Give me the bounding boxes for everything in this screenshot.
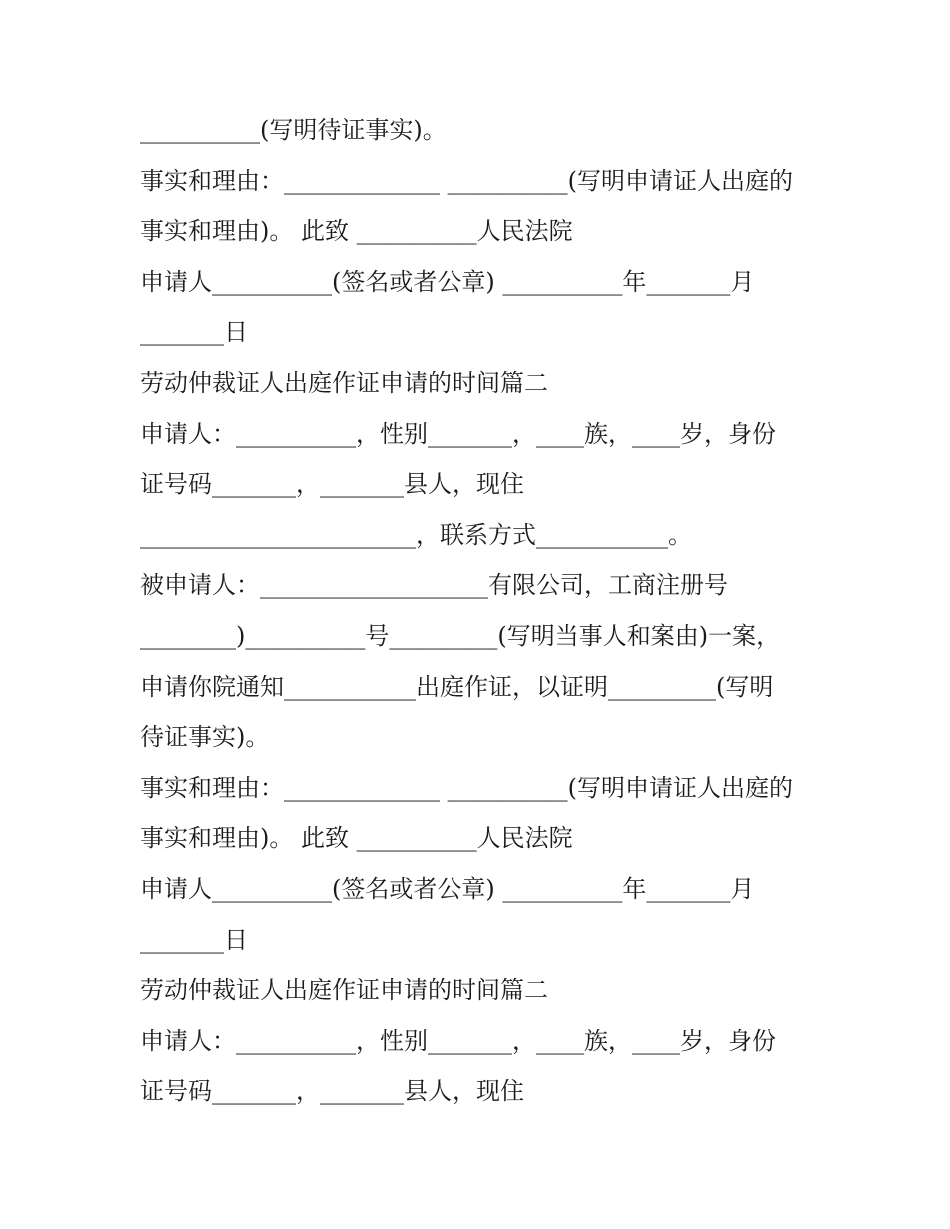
text-line: 申请人__________(签名或者公章) __________年_______月 [140,267,755,296]
text-line: 事实和理由：_____________ __________(写明申请证人出庭的 [140,773,793,802]
text-line: 申请你院通知___________出庭作证，以证明_________(写明 [140,672,774,701]
text-line: __________(写明待证事实)。 [140,116,447,144]
text-line: _______日 [140,318,248,347]
text-line: ________)__________号_________(写明当事人和案由)一案， [140,621,781,650]
text-line: 申请人__________(签名或者公章) __________年_______月 [140,874,755,903]
text-line: _______________________，联系方式___________。 [140,520,692,549]
section-heading: 劳动仲裁证人出庭作证申请的时间篇二 [140,368,548,397]
text-line: 申请人：__________，性别_______，____族，____岁，身份 [140,419,776,448]
text-line: 证号码_______，_______县人，现住 [140,1077,524,1106]
text-line: 事实和理由)。 此致 __________人民法院 [140,824,573,853]
text-line: 事实和理由)。 此致 __________人民法院 [140,217,573,246]
document-body [140,105,810,1117]
text-line: _______日 [140,925,248,954]
section-heading: 劳动仲裁证人出庭作证申请的时间篇二 [140,976,548,1005]
text-line: 被申请人：___________________有限公司，工商注册号 [140,571,728,600]
text-line: 事实和理由：_____________ __________(写明申请证人出庭的 [140,166,793,195]
text-line: 证号码_______，_______县人，现住 [140,470,524,499]
text-line: 申请人：__________，性别_______，____族，____岁，身份 [140,1026,776,1055]
text-line: 待证事实)。 [140,723,270,752]
